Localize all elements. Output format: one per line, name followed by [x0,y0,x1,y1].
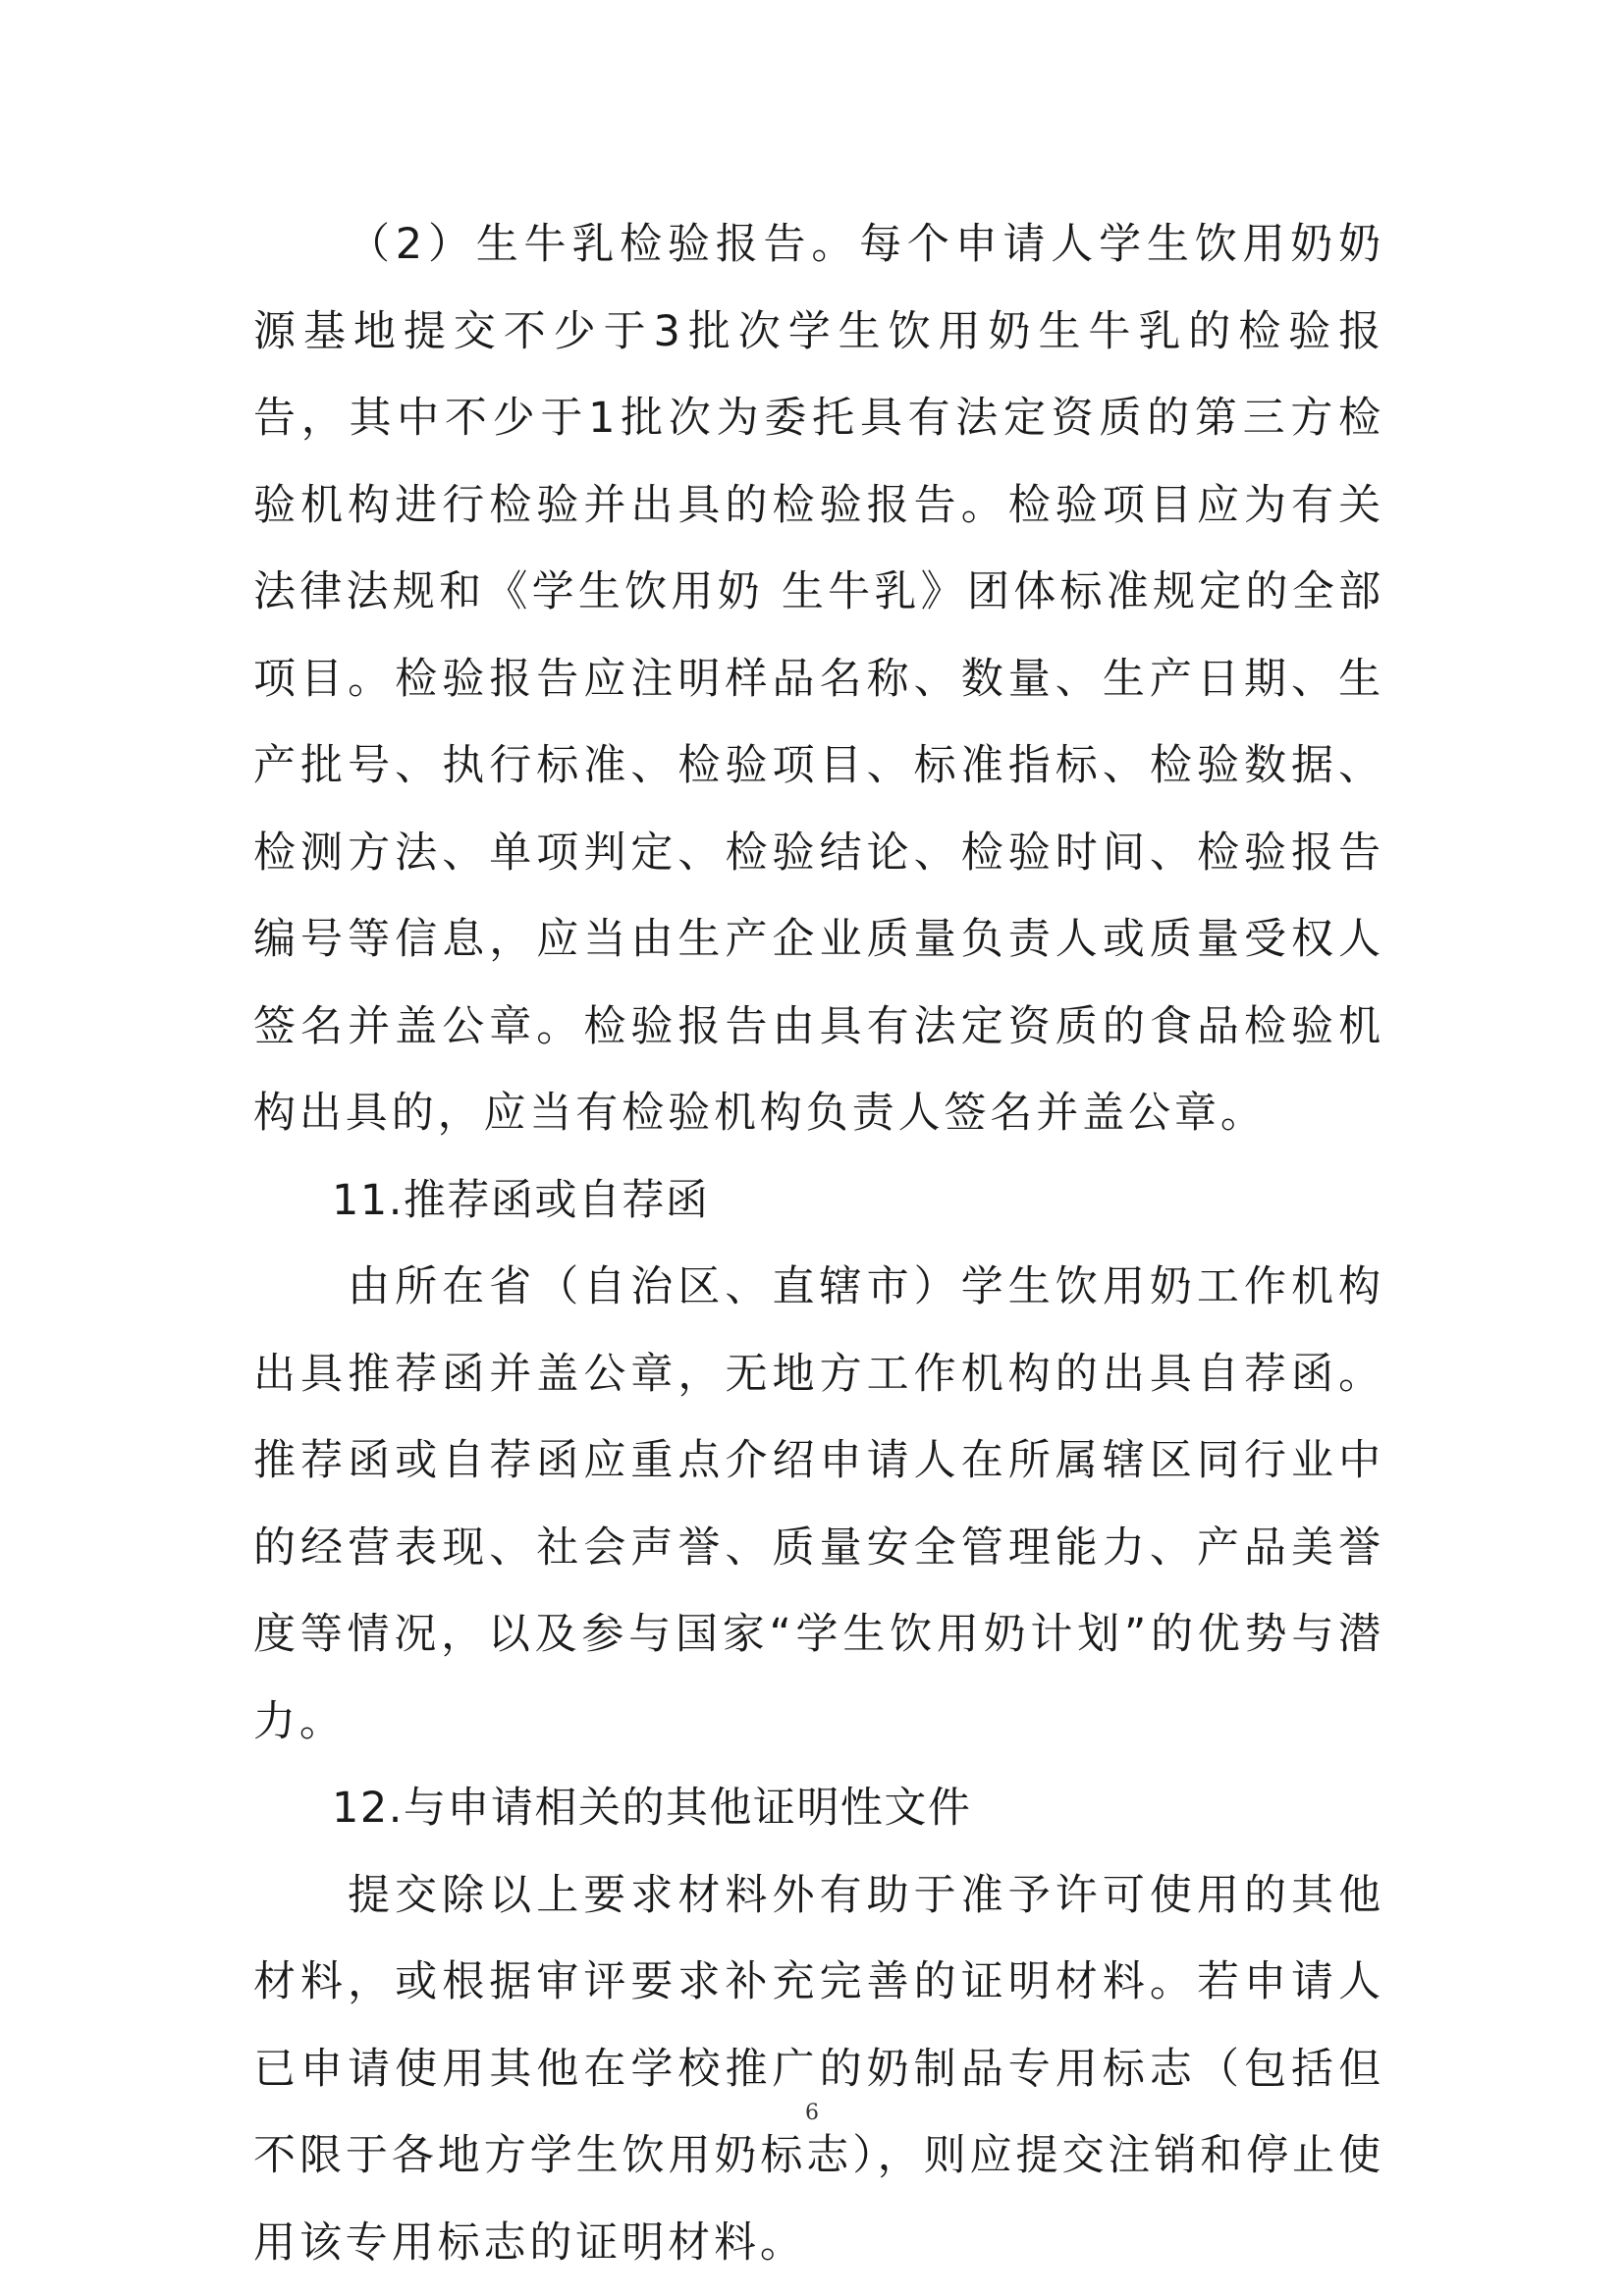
paragraph-raw-milk-inspection-report: （2）生牛乳检验报告。每个申请人学生饮用奶奶源基地提交不少于3批次学生饮用奶生牛乳的检验报告，其中不少于1批次为委托具有法定资质的第三方检验机构进行检验并出具的检验报告。检验项目应为有关法律法规和《学生饮用奶 生牛乳》团体标准规定的全部项目。检验报告应注明样品名称、数量、生产日期、生产批号、执行标准、检验项目、标准指标、检验数据、检测方法、单项判定、检验结论、检验时间、检验报告编号等信息，应当由生产企业质量负责人或质量受权人签名并盖公章。检验报告由具有法定资质的食品检验机构出具的，应当有检验机构负责人签名并盖公章。 [253,220,1384,1138]
page-number: 6 [805,2101,819,2125]
paragraph-other-supporting-documents: 提交除以上要求材料外有助于准予许可使用的其他材料，或根据审评要求补充完善的证明材料。若申请人已申请使用其他在学校推广的奶制品专用标志（包括但不限于各地方学生饮用奶标志），则应提交注销和停止使用该专用标志的证明材料。 [253,1870,1384,2268]
document-body [253,201,1384,2286]
section-heading-other-supporting-documents: 12.与申请相关的其他证明性文件 [332,1784,972,1833]
paragraph-recommendation-letter: 由所在省（自治区、直辖市）学生饮用奶工作机构出具推荐函并盖公章，无地方工作机构的出具自荐函。推荐函或自荐函应重点介绍申请人在所属辖区同行业中的经营表现、社会声誉、质量安全管理能力、产品美誉度等情况，以及参与国家“学生饮用奶计划”的优势与潜力。 [253,1262,1384,1746]
section-heading-recommendation-letter: 11.推荐函或自荐函 [332,1175,710,1225]
